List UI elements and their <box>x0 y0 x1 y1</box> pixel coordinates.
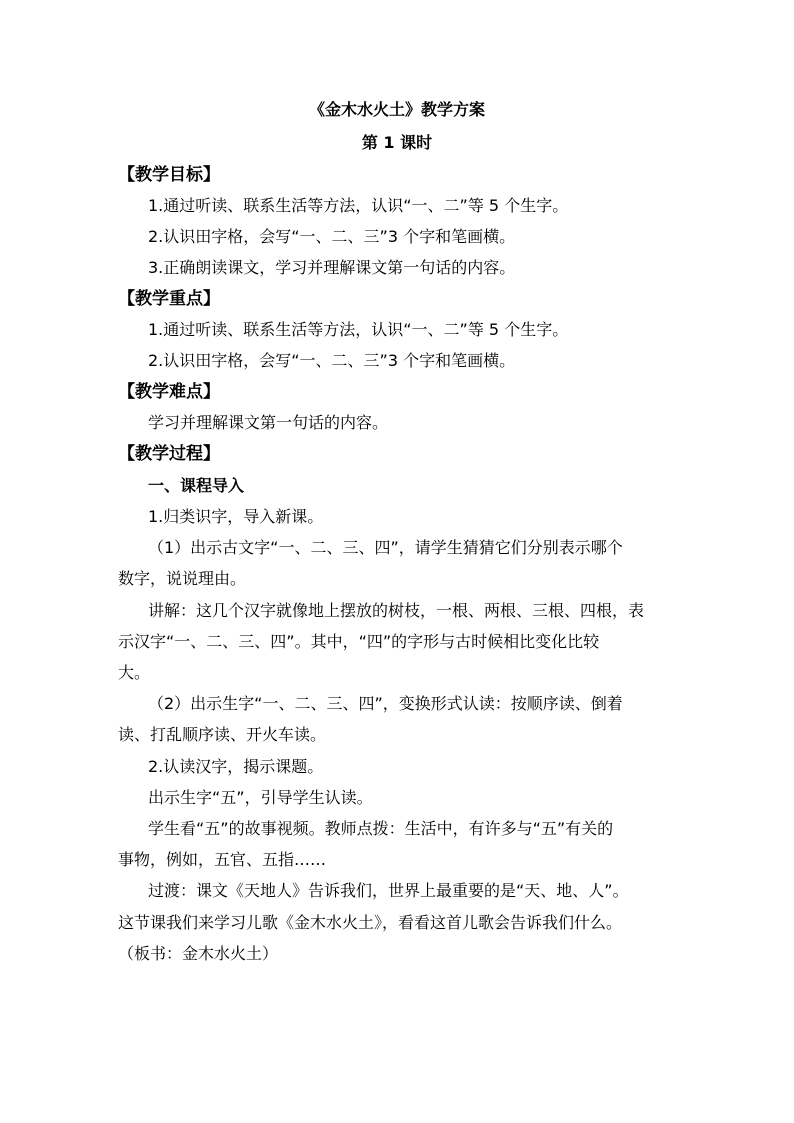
paragraph-line: （板书：金木水火土） <box>118 944 279 963</box>
goal-item: 3.正确朗读课文，学习并理解课文第一句话的内容。 <box>148 258 516 277</box>
process-step: 1.归类识字，导入新课。 <box>148 507 324 526</box>
paragraph-line: 大。 <box>118 663 151 682</box>
key-point-item: 2.认识田字格，会写“一、二、三”3 个字和笔画横。 <box>148 351 516 370</box>
paragraph-line: 过渡：课文《天地人》告诉我们，世界上最重要的是“天、地、人”。 <box>148 881 629 900</box>
goal-item: 2.认识田字格，会写“一、二、三”3 个字和笔画横。 <box>148 227 516 246</box>
process-step: 2.认读汉字，揭示课题。 <box>148 757 324 776</box>
section-heading-process: 【教学过程】 <box>118 444 220 464</box>
paragraph-line: 事物，例如，五官、五指…… <box>118 850 327 869</box>
section-heading-key-points: 【教学重点】 <box>118 289 220 309</box>
paragraph-line: （2）出示生字“一、二、三、四”，变换形式认读：按顺序读、倒着 <box>148 694 623 713</box>
section-heading-difficulties: 【教学难点】 <box>118 382 220 402</box>
document-title: 《金木水火土》教学方案 <box>308 100 485 119</box>
paragraph-line: 读、打乱顺序读、开火车读。 <box>118 725 327 744</box>
paragraph-line: 学生看“五”的故事视频。教师点拨：生活中，有许多与“五”有关的 <box>148 819 614 838</box>
paragraph-line: 这节课我们来学习儿歌《金木水火土》，看看这首儿歌会告诉我们什么。 <box>118 913 623 932</box>
paragraph-line: 讲解：这几个汉字就像地上摆放的树枝，一根、两根、三根、四根，表 <box>148 601 645 620</box>
lesson-period: 第 1 课时 <box>361 133 433 152</box>
section-heading-goals: 【教学目标】 <box>118 165 220 185</box>
process-part-heading: 一、课程导入 <box>148 476 245 495</box>
key-point-item: 1.通过听读、联系生活等方法，认识“一、二”等 5 个生字。 <box>148 320 569 339</box>
goal-item: 1.通过听读、联系生活等方法，认识“一、二”等 5 个生字。 <box>148 196 569 215</box>
paragraph-line: 示汉字“一、二、三、四”。其中，“四”的字形与古时候相比变化比较 <box>118 632 600 651</box>
difficulty-text: 学习并理解课文第一句话的内容。 <box>148 413 389 432</box>
paragraph-line: （1）出示古文字“一、二、三、四”，请学生猜猜它们分别表示哪个 <box>148 538 623 557</box>
paragraph-line: 数字，说说理由。 <box>118 569 247 588</box>
paragraph-line: 出示生字“五”，引导学生认读。 <box>148 788 373 807</box>
